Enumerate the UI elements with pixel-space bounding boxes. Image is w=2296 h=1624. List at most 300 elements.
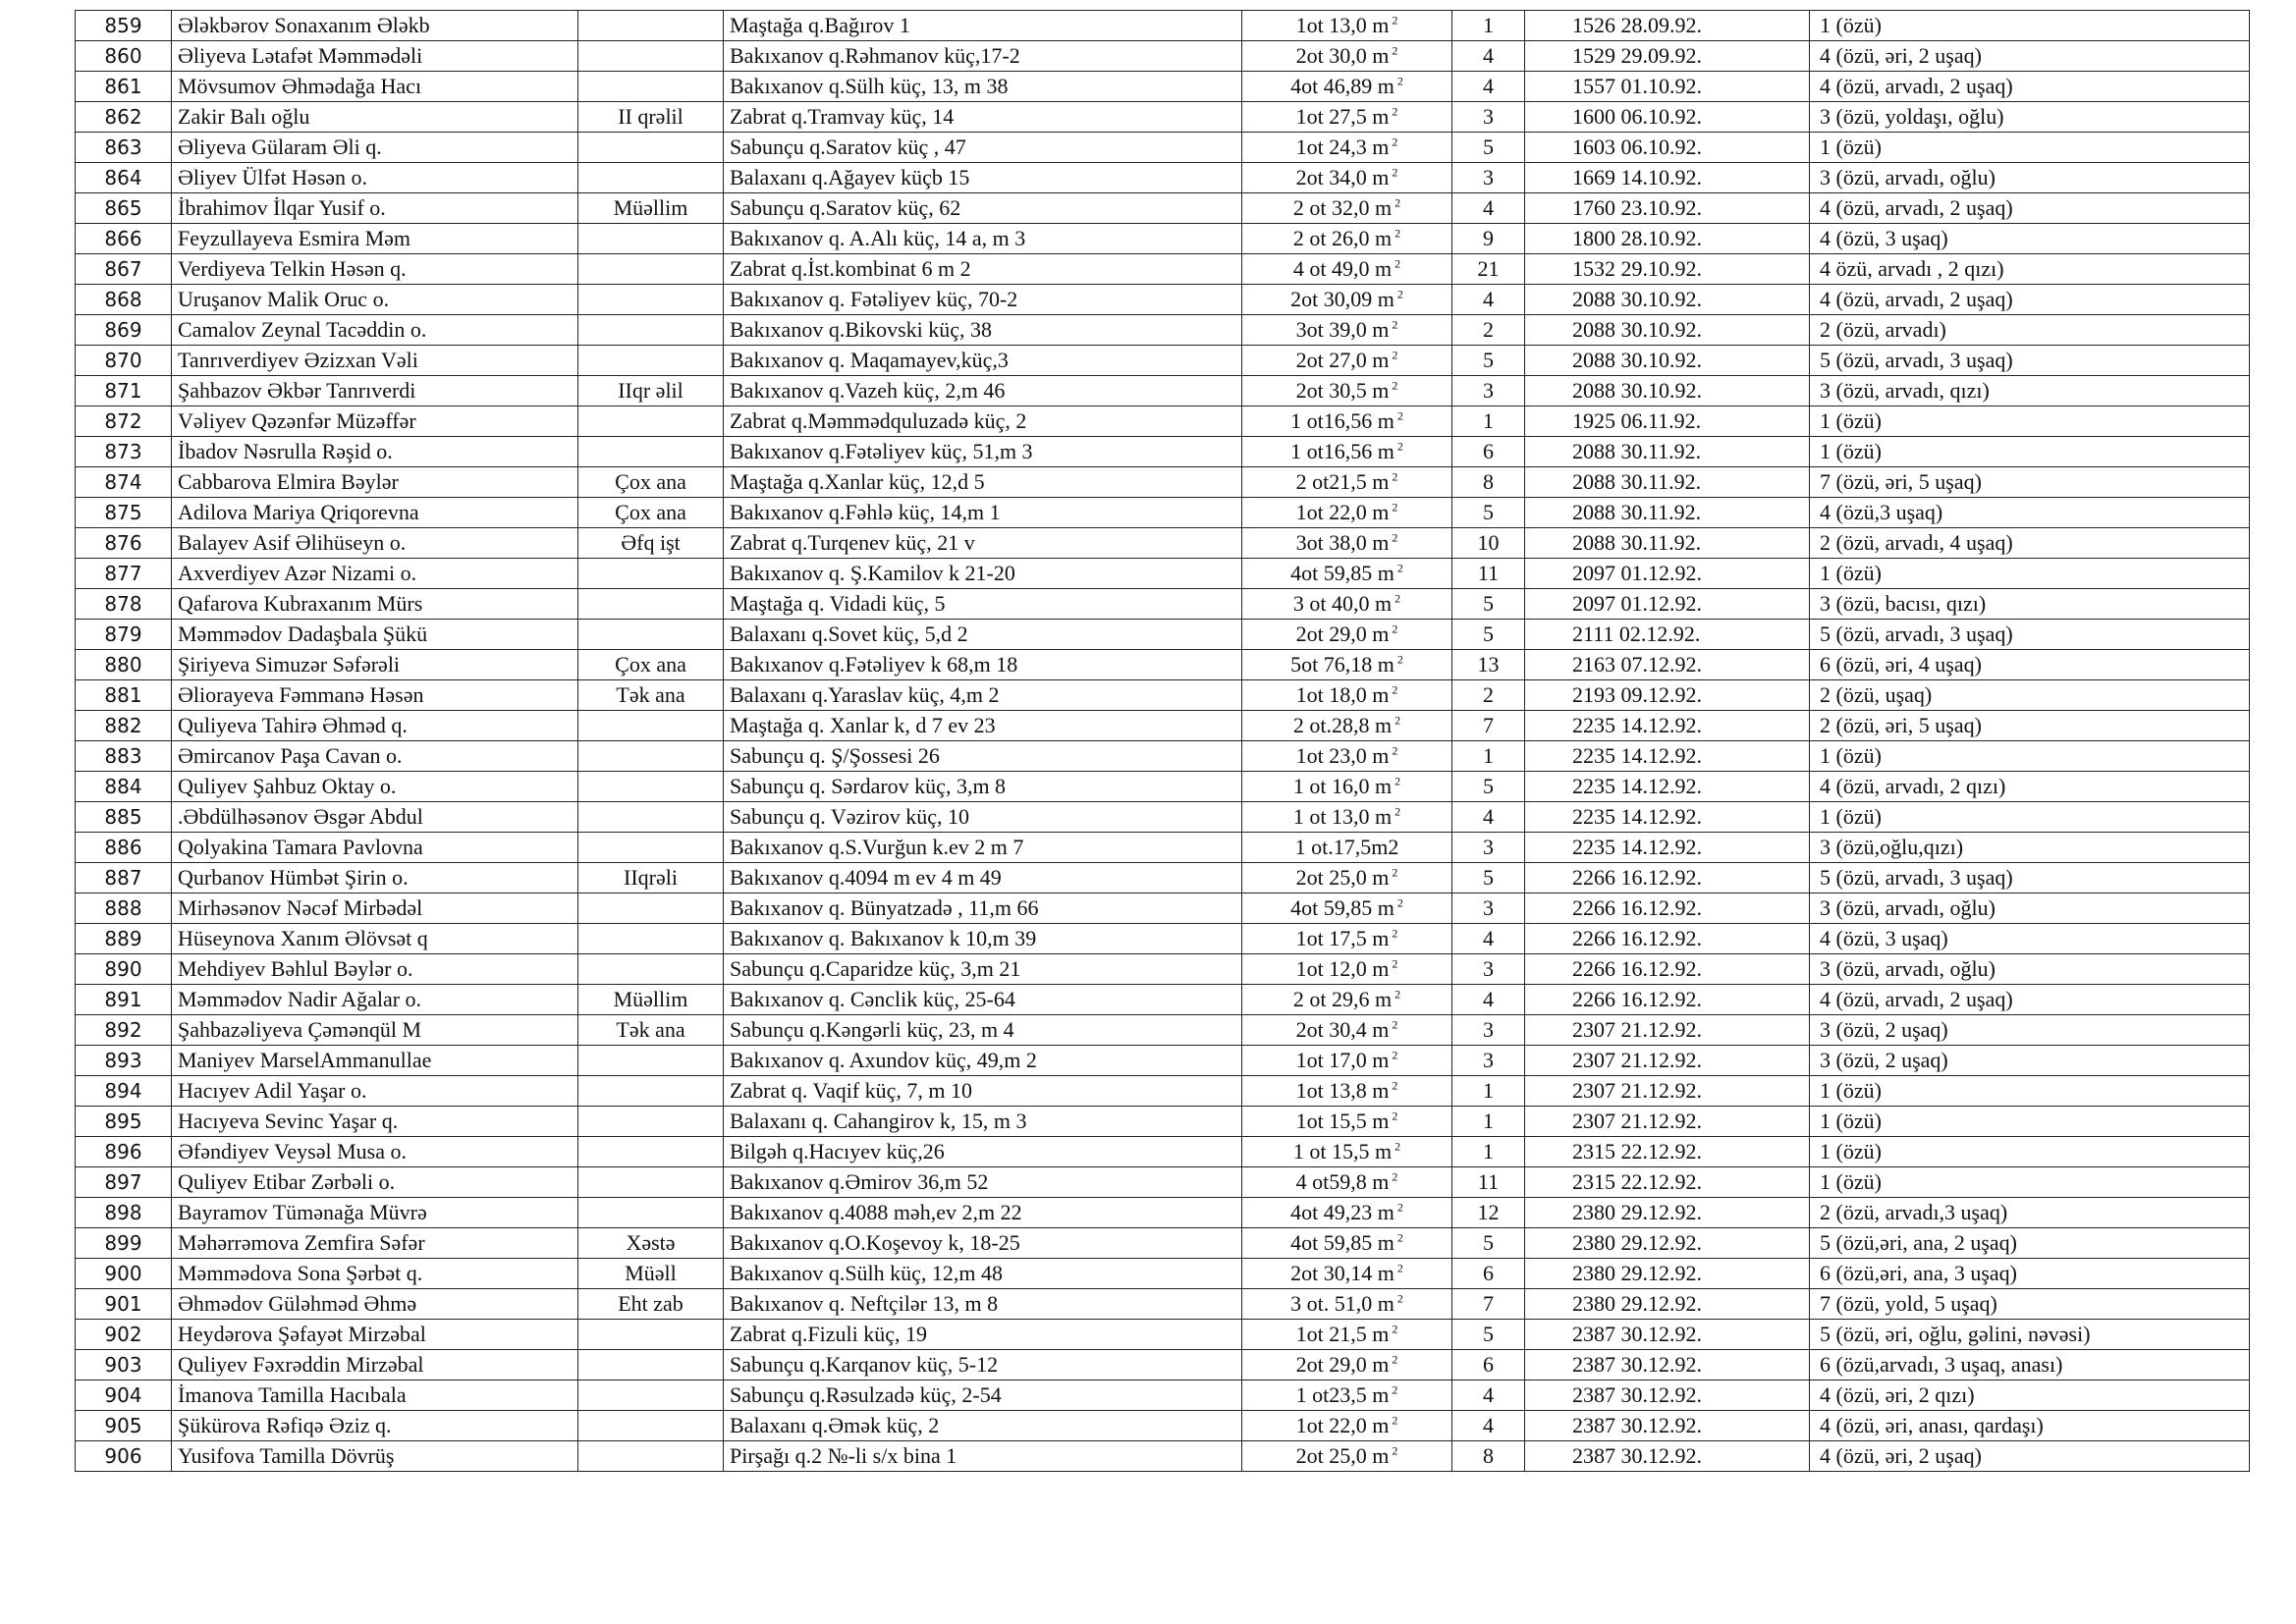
row-number-text: 883 (104, 744, 142, 768)
living-area-text: 4ot 59,85 m (1290, 561, 1394, 585)
document-number-date (1525, 1015, 1810, 1046)
table-row (76, 833, 2250, 863)
row-number (76, 11, 172, 41)
row-number (76, 1107, 172, 1137)
family-size (1452, 772, 1525, 802)
document-number-date-text: 2380 29.12.92. (1572, 1200, 1702, 1224)
family-size (1452, 589, 1525, 620)
category (578, 1289, 724, 1320)
person-name-text: Hacıyeva Sevinc Yaşar q. (178, 1109, 399, 1133)
family-composition-text: 2 (özü, uşaq) (1820, 682, 1933, 707)
square-superscript: 2 (1394, 652, 1403, 667)
living-area-text: 1ot 21,5 m (1295, 1322, 1390, 1346)
family-size-text: 3 (1483, 895, 1494, 920)
square-superscript: 2 (1389, 682, 1398, 697)
family-composition-text: 5 (özü, arvadı, 3 uşaq) (1820, 348, 2013, 372)
living-area (1242, 833, 1452, 863)
row-number (76, 1198, 172, 1228)
family-composition-text: 2 (özü, arvadı,3 uşaq) (1820, 1200, 2008, 1224)
category-text: Müəllim (613, 987, 688, 1011)
person-name-text: Yusifova Tamilla Dövrüş (178, 1443, 395, 1468)
row-number-text: 869 (104, 318, 142, 342)
living-area (1242, 1289, 1452, 1320)
living-area-text: 2ot 30,14 m (1290, 1261, 1394, 1285)
address (724, 163, 1242, 193)
family-size-text: 2 (1483, 682, 1494, 707)
table-row (76, 802, 2250, 833)
family-composition-text: 1 (özü) (1820, 1139, 1882, 1164)
document-number-date (1525, 1380, 1810, 1411)
document-number-date-text: 2235 14.12.92. (1572, 743, 1702, 768)
category (578, 376, 724, 406)
row-number (76, 924, 172, 954)
category (578, 589, 724, 620)
person-name (172, 559, 578, 589)
person-name-text: Əliyev Ülfət Həsən o. (178, 165, 368, 189)
living-area (1242, 1198, 1452, 1228)
family-size-text: 5 (1483, 1322, 1494, 1346)
family-size-text: 1 (1483, 13, 1494, 37)
table-row (76, 1167, 2250, 1198)
family-size-text: 4 (1483, 287, 1494, 311)
table-row (76, 1350, 2250, 1380)
family-size (1452, 1259, 1525, 1289)
person-name (172, 589, 578, 620)
document-number-date-text: 2088 30.10.92. (1572, 348, 1702, 372)
family-size-text: 7 (1483, 713, 1494, 737)
row-number-text: 896 (104, 1140, 142, 1164)
table-row (76, 589, 2250, 620)
family-size (1452, 193, 1525, 224)
row-number-text: 879 (104, 623, 142, 646)
address (724, 467, 1242, 498)
living-area-text: 1 ot16,56 m (1290, 439, 1394, 463)
family-composition-text: 4 (özü, əri, 2 uşaq) (1820, 1443, 1982, 1468)
family-composition-text: 1 (özü) (1820, 1169, 1882, 1194)
family-size (1452, 72, 1525, 102)
document-number-date-text: 2307 21.12.92. (1572, 1109, 1702, 1133)
family-composition (1810, 193, 2250, 224)
family-size-text: 3 (1483, 1017, 1494, 1042)
document-number-date (1525, 315, 1810, 346)
table-row (76, 498, 2250, 528)
document-number-date-text: 2097 01.12.92. (1572, 561, 1702, 585)
family-composition (1810, 315, 2250, 346)
living-area-text: 4ot 46,89 m (1290, 74, 1394, 98)
family-size (1452, 650, 1525, 680)
address (724, 1076, 1242, 1107)
living-area (1242, 1137, 1452, 1167)
family-composition (1810, 498, 2250, 528)
row-number (76, 1259, 172, 1289)
category (578, 802, 724, 833)
category (578, 1107, 724, 1137)
document-number-date-text: 2315 22.12.92. (1572, 1139, 1702, 1164)
document-number-date (1525, 711, 1810, 741)
table-row (76, 406, 2250, 437)
category (578, 954, 724, 985)
family-size (1452, 1107, 1525, 1137)
document-number-date-text: 2235 14.12.92. (1572, 804, 1702, 829)
family-composition (1810, 985, 2250, 1015)
living-area (1242, 346, 1452, 376)
living-area (1242, 1259, 1452, 1289)
living-area-text: 1 ot 16,0 m (1292, 774, 1393, 798)
living-area-text: 1ot 12,0 m (1295, 956, 1390, 981)
family-composition-text: 4 (özü, arvadı, 2 uşaq) (1820, 195, 2013, 220)
category (578, 711, 724, 741)
address (724, 1259, 1242, 1289)
family-composition-text: 3 (özü, 2 uşaq) (1820, 1048, 1948, 1072)
person-name (172, 346, 578, 376)
address (724, 1320, 1242, 1350)
category-text: Tək ana (616, 1017, 685, 1042)
row-number (76, 193, 172, 224)
address-text: Balaxanı q. Cahangirov k, 15, m 3 (730, 1109, 1027, 1133)
table-row (76, 741, 2250, 772)
family-composition (1810, 1350, 2250, 1380)
document-number-date-text: 2163 07.12.92. (1572, 652, 1702, 677)
person-name-text: .Əbdülhəsənov Əsgər Abdul (178, 804, 423, 829)
address (724, 1046, 1242, 1076)
table-row (76, 1198, 2250, 1228)
category (578, 1076, 724, 1107)
document-number-date (1525, 528, 1810, 559)
row-number-text: 878 (104, 592, 142, 616)
living-area-text: 5ot 76,18 m (1290, 652, 1394, 677)
document-number-date-text: 2315 22.12.92. (1572, 1169, 1702, 1194)
person-name-text: Şahbazəliyeva Çəmənqül M (178, 1017, 422, 1042)
address-text: Bakıxanov q. Neftçilər 13, m 8 (730, 1291, 999, 1316)
address (724, 315, 1242, 346)
family-size-text: 6 (1483, 1261, 1494, 1285)
address-text: Bakıxanov q.Bikovski küç, 38 (730, 317, 993, 342)
table-row (76, 559, 2250, 589)
table-row (76, 863, 2250, 893)
category (578, 193, 724, 224)
table-row (76, 650, 2250, 680)
address (724, 1198, 1242, 1228)
row-number (76, 1350, 172, 1380)
family-size (1452, 680, 1525, 711)
person-name-text: Hacıyev Adil Yaşar o. (178, 1078, 367, 1103)
living-area-text: 1ot 13,0 m (1295, 13, 1390, 37)
address (724, 1137, 1242, 1167)
living-area-text: 1 ot16,56 m (1290, 408, 1394, 433)
person-name-text: Məhərrəmova Zemfira Səfər (178, 1230, 425, 1255)
person-name (172, 924, 578, 954)
row-number-text: 903 (104, 1353, 142, 1377)
family-composition-text: 4 (özü, arvadı, 2 uşaq) (1820, 987, 2013, 1011)
person-name (172, 772, 578, 802)
family-size (1452, 1380, 1525, 1411)
address (724, 285, 1242, 315)
document-number-date (1525, 559, 1810, 589)
document-number-date (1525, 1411, 1810, 1441)
person-name-text: Uruşanov Malik Oruc o. (178, 287, 390, 311)
square-superscript: 2 (1394, 287, 1403, 301)
category (578, 1411, 724, 1441)
family-size-text: 11 (1477, 1169, 1500, 1194)
family-composition-text: 4 özü, arvadı , 2 qızı) (1820, 256, 2004, 281)
person-name (172, 1350, 578, 1380)
document-number-date (1525, 498, 1810, 528)
living-area (1242, 133, 1452, 163)
address (724, 1441, 1242, 1472)
person-name (172, 1046, 578, 1076)
table-row (76, 41, 2250, 72)
category (578, 285, 724, 315)
living-area (1242, 41, 1452, 72)
address-text: Sabunçu q.Karqanov küç, 5-12 (730, 1352, 999, 1377)
family-size-text: 4 (1483, 1413, 1494, 1437)
family-size-text: 3 (1483, 1048, 1494, 1072)
person-name-text: Şiriyeva Simuzər Səfərəli (178, 652, 401, 677)
family-size-text: 12 (1477, 1200, 1500, 1224)
row-number-text: 872 (104, 409, 142, 433)
family-size (1452, 528, 1525, 559)
document-number-date-text: 1526 28.09.92. (1572, 13, 1702, 37)
family-size (1452, 224, 1525, 254)
family-size-text: 3 (1483, 378, 1494, 403)
address (724, 102, 1242, 133)
square-superscript: 2 (1394, 439, 1403, 454)
row-number (76, 102, 172, 133)
table-row (76, 315, 2250, 346)
living-area (1242, 193, 1452, 224)
row-number (76, 1076, 172, 1107)
table-row (76, 772, 2250, 802)
living-area-text: 3 ot 40,0 m (1292, 591, 1393, 616)
living-area-text: 2ot 25,0 m (1295, 1443, 1390, 1468)
family-size (1452, 285, 1525, 315)
person-name-text: Məmmədov Nadir Ağalar o. (178, 987, 422, 1011)
category-text: Tək ana (616, 682, 685, 707)
address (724, 985, 1242, 1015)
category (578, 467, 724, 498)
living-area (1242, 559, 1452, 589)
living-area (1242, 924, 1452, 954)
person-name (172, 954, 578, 985)
person-name (172, 1289, 578, 1320)
address-text: Bakıxanov q.Fətəliyev küç, 51,m 3 (730, 439, 1033, 463)
address (724, 954, 1242, 985)
document-number-date-text: 1800 28.10.92. (1572, 226, 1702, 250)
document-number-date-text: 2088 30.11.92. (1572, 500, 1702, 524)
address-text: Sabunçu q. Ş/Şossesi 26 (730, 743, 940, 768)
family-size-text: 10 (1477, 530, 1500, 555)
family-composition-text: 1 (özü) (1820, 408, 1882, 433)
address (724, 863, 1242, 893)
address (724, 589, 1242, 620)
address (724, 406, 1242, 437)
family-size (1452, 1441, 1525, 1472)
category-text: Müəll (625, 1261, 677, 1285)
document-number-date-text: 2088 30.10.92. (1572, 317, 1702, 342)
table-row (76, 1289, 2250, 1320)
address-text: Zabrat q.Fizuli küç, 19 (730, 1322, 928, 1346)
square-superscript: 2 (1389, 500, 1398, 514)
row-number (76, 437, 172, 467)
living-area-text: 2ot 34,0 m (1295, 165, 1390, 189)
row-number-text: 865 (104, 196, 142, 220)
square-superscript: 2 (1392, 1139, 1401, 1154)
document-number-date-text: 2307 21.12.92. (1572, 1078, 1702, 1103)
address-text: Bakıxanov q.O.Koşevoy k, 18-25 (730, 1230, 1020, 1255)
family-size (1452, 1411, 1525, 1441)
family-composition (1810, 41, 2250, 72)
row-number (76, 620, 172, 650)
address (724, 802, 1242, 833)
document-number-date (1525, 285, 1810, 315)
square-superscript: 2 (1389, 1352, 1398, 1367)
family-size-text: 6 (1483, 439, 1494, 463)
person-name (172, 72, 578, 102)
living-area (1242, 650, 1452, 680)
table-row (76, 924, 2250, 954)
document-number-date (1525, 467, 1810, 498)
family-size (1452, 711, 1525, 741)
document-number-date (1525, 72, 1810, 102)
family-size-text: 4 (1483, 804, 1494, 829)
square-superscript: 2 (1389, 530, 1398, 545)
document-number-date-text: 2380 29.12.92. (1572, 1291, 1702, 1316)
row-number-text: 904 (104, 1383, 142, 1407)
category (578, 315, 724, 346)
row-number (76, 467, 172, 498)
category (578, 102, 724, 133)
square-superscript: 2 (1389, 348, 1398, 362)
family-size-text: 1 (1483, 1078, 1494, 1103)
category (578, 346, 724, 376)
row-number (76, 680, 172, 711)
person-name (172, 985, 578, 1015)
family-composition-text: 1 (özü) (1820, 743, 1882, 768)
family-size-text: 6 (1483, 1352, 1494, 1377)
category (578, 650, 724, 680)
address-text: Bilgəh q.Hacıyev küç,26 (730, 1139, 945, 1164)
person-name (172, 1198, 578, 1228)
family-composition (1810, 11, 2250, 41)
document-number-date (1525, 11, 1810, 41)
family-composition-text: 7 (özü, yold, 5 uşaq) (1820, 1291, 1997, 1316)
category-text: IIqrəli (624, 865, 678, 890)
row-number-text: 900 (104, 1262, 142, 1285)
category (578, 437, 724, 467)
row-number-text: 894 (104, 1079, 142, 1103)
family-composition-text: 4 (özü, əri, 2 uşaq) (1820, 43, 1982, 68)
family-composition-text: 3 (özü, 2 uşaq) (1820, 1017, 1948, 1042)
document-number-date-text: 2266 16.12.92. (1572, 926, 1702, 950)
square-superscript: 2 (1394, 74, 1403, 88)
square-superscript: 2 (1389, 317, 1398, 332)
row-number-text: 884 (104, 775, 142, 798)
person-name (172, 620, 578, 650)
category (578, 254, 724, 285)
person-name-text: İmanova Tamilla Hacıbala (178, 1382, 407, 1407)
family-composition-text: 6 (özü, əri, 4 uşaq) (1820, 652, 1982, 677)
family-composition-text: 3 (özü, arvadı, qızı) (1820, 378, 1990, 403)
family-composition (1810, 1107, 2250, 1137)
family-size-text: 1 (1483, 1139, 1494, 1164)
living-area-text: 1ot 17,5 m (1295, 926, 1390, 950)
living-area (1242, 1107, 1452, 1137)
category (578, 11, 724, 41)
living-area (1242, 224, 1452, 254)
living-area-text: 1ot 27,5 m (1295, 104, 1390, 129)
row-number (76, 863, 172, 893)
document-number-date (1525, 924, 1810, 954)
living-area (1242, 102, 1452, 133)
row-number (76, 315, 172, 346)
square-superscript: 2 (1392, 804, 1401, 819)
address (724, 11, 1242, 41)
square-superscript: 2 (1389, 43, 1398, 58)
square-superscript: 2 (1389, 743, 1398, 758)
living-area (1242, 1350, 1452, 1380)
person-name (172, 863, 578, 893)
living-area (1242, 985, 1452, 1015)
family-size (1452, 346, 1525, 376)
family-size (1452, 893, 1525, 924)
person-name-text: Quliyev Fəxrəddin Mirzəbal (178, 1352, 424, 1377)
living-area (1242, 1380, 1452, 1411)
family-size (1452, 1228, 1525, 1259)
person-name (172, 376, 578, 406)
address-text: Bakıxanov q. Ş.Kamilov k 21-20 (730, 561, 1015, 585)
living-area-text: 2ot 27,0 m (1295, 348, 1390, 372)
row-number (76, 285, 172, 315)
square-superscript: 2 (1389, 622, 1398, 636)
document-number-date (1525, 376, 1810, 406)
living-area-text: 2 ot 26,0 m (1292, 226, 1393, 250)
person-name (172, 11, 578, 41)
category (578, 41, 724, 72)
living-area-text: 2ot 30,5 m (1295, 378, 1390, 403)
document-number-date (1525, 772, 1810, 802)
square-superscript: 2 (1392, 774, 1401, 788)
family-composition-text: 1 (özü) (1820, 561, 1882, 585)
family-composition (1810, 1137, 2250, 1167)
family-composition-text: 1 (özü) (1820, 1109, 1882, 1133)
category (578, 1137, 724, 1167)
square-superscript: 2 (1389, 865, 1398, 880)
living-area-text: 2ot 30,0 m (1295, 43, 1390, 68)
row-number (76, 741, 172, 772)
person-name-text: Mehdiyev Bəhlul Bəylər o. (178, 956, 413, 981)
person-name-text: Camalov Zeynal Tacəddin o. (178, 317, 427, 342)
living-area-text: 1 ot23,5 m (1295, 1382, 1390, 1407)
row-number (76, 589, 172, 620)
row-number (76, 133, 172, 163)
document-number-date (1525, 985, 1810, 1015)
family-composition (1810, 1198, 2250, 1228)
square-superscript: 2 (1394, 1261, 1403, 1275)
family-size (1452, 102, 1525, 133)
square-superscript: 2 (1389, 135, 1398, 149)
category (578, 133, 724, 163)
family-composition (1810, 680, 2250, 711)
family-composition-text: 4 (özü, əri, 2 qızı) (1820, 1382, 1975, 1407)
table-row (76, 285, 2250, 315)
address-text: Maştağa q. Vidadi küç, 5 (730, 591, 946, 616)
document-number-date-text: 2387 30.12.92. (1572, 1352, 1702, 1377)
address-text: Bakıxanov q.Fəhlə küç, 14,m 1 (730, 500, 1001, 524)
living-area (1242, 315, 1452, 346)
family-size (1452, 954, 1525, 985)
family-size (1452, 467, 1525, 498)
row-number-text: 882 (104, 714, 142, 737)
